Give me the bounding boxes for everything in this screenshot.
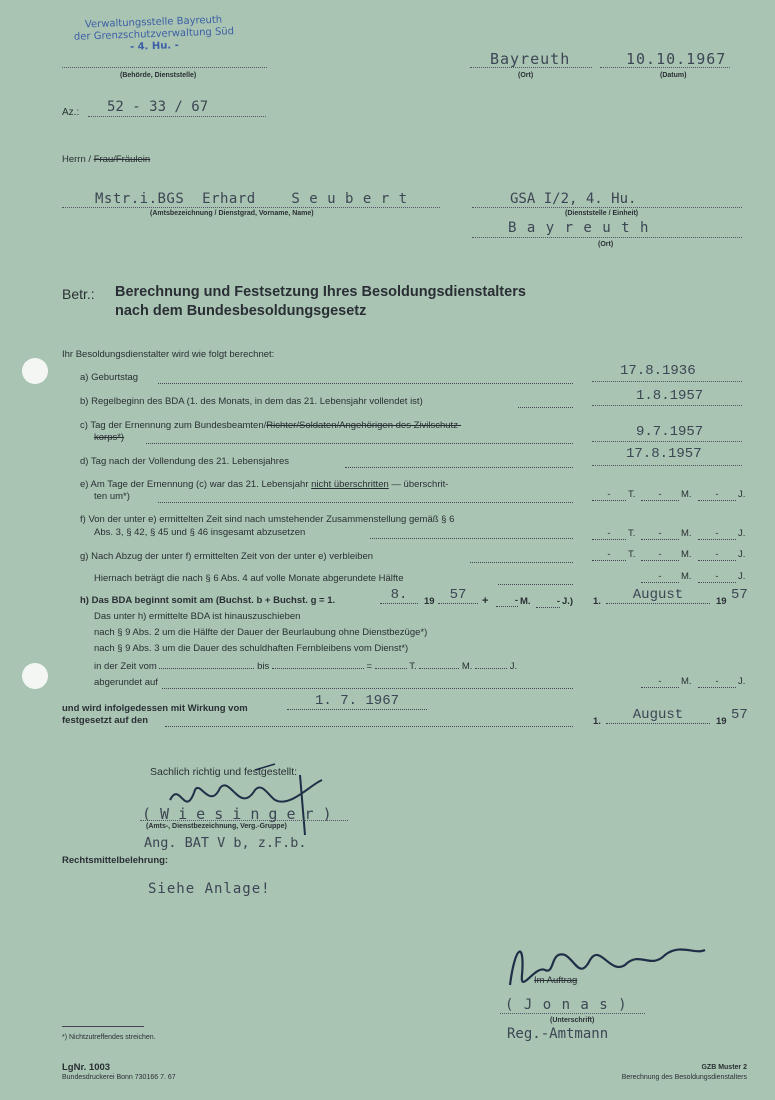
unit-j: J. xyxy=(738,676,746,687)
final-effective-date: 1. 7. 1967 xyxy=(287,693,427,710)
signature-jonas xyxy=(490,935,720,1005)
unit-j: J. xyxy=(738,528,746,539)
punch-hole-top xyxy=(22,358,48,384)
unit-m: M. xyxy=(681,571,692,582)
az-value: 52 - 33 / 67 xyxy=(107,99,209,115)
recipient-name-caption: (Amtsbezeichnung / Dienstgrad, Vorname, Name) xyxy=(150,210,314,217)
item-g-label: g) Nach Abzug der unter f) ermittelten Zeit von der unter e) verbleiben xyxy=(80,551,374,562)
unit-t: T. xyxy=(628,549,636,560)
final-line1: und wird infolgedessen mit Wirkung vom xyxy=(62,703,248,714)
dash-value: - xyxy=(592,549,626,561)
dash-value: - xyxy=(641,549,679,561)
subject-line2: nach dem Bundesbesoldungsgesetz xyxy=(115,303,367,319)
footnote: *) Nichtzutreffendes streichen. xyxy=(62,1034,156,1041)
unit-t: T. xyxy=(628,528,636,539)
signer-title: Reg.-Amtmann xyxy=(507,1026,609,1042)
unit-j: J. xyxy=(738,549,746,560)
signer-struck: Im Auftrag xyxy=(534,975,578,986)
certify-name: ( W i e s i n g e r ) xyxy=(142,805,332,823)
signer-name: ( J o n a s ) xyxy=(505,997,628,1013)
recipient-location-caption: (Ort) xyxy=(598,241,614,248)
az-label: Az.: xyxy=(62,107,80,118)
recipient-location: B a y r e u t h xyxy=(508,220,650,236)
dash-value: - xyxy=(698,571,736,583)
dash-value: - xyxy=(641,676,679,688)
form-model: GZB Muster 2 xyxy=(701,1064,747,1071)
dash-value: - xyxy=(592,528,626,540)
dash-value: - xyxy=(641,528,679,540)
unit-m: M. xyxy=(681,528,692,539)
certify-caption: (Amts-, Dienstbezeichnung, Verg.-Gruppe) xyxy=(146,823,287,830)
unit-m: M. xyxy=(681,676,692,687)
item-h-result-year: 57 xyxy=(731,587,748,603)
subject-label: Betr.: xyxy=(62,286,95,302)
dash-value: - xyxy=(698,549,736,561)
printer-info: Bundesdruckerei Bonn 730166 7. 67 xyxy=(62,1074,176,1081)
dash-value: - xyxy=(641,571,679,583)
certify-title: Ang. BAT V b, z.F.b. xyxy=(144,835,307,851)
unit-m: M. xyxy=(681,489,692,500)
item-d-label: d) Tag nach der Vollendung des 21. Lebensjahres xyxy=(80,456,289,467)
dash-value: - xyxy=(641,489,679,501)
item-c-value: 9.7.1957 xyxy=(636,424,704,440)
form-model-desc: Berechnung des Besoldungsdienstalters xyxy=(621,1074,747,1081)
unit-m: M. xyxy=(681,549,692,560)
place-caption: (Ort) xyxy=(518,72,534,79)
salutation: Herrn / Frau/Fräulein xyxy=(62,154,151,165)
dash-value: - xyxy=(698,676,736,688)
item-h-month: August xyxy=(606,587,710,604)
subject-line1: Berechnung und Festsetzung Ihres Besoldungsdienstalters xyxy=(115,284,526,300)
intro-text: Ihr Besoldungsdienstalter wird wie folgt berechnet: xyxy=(62,349,275,360)
authority-stamp: Verwaltungsstelle Bayreuth der Grenzschutzverwaltung Süd - 4. Hu. - xyxy=(73,14,235,53)
item-a-value: 17.8.1936 xyxy=(620,363,696,379)
item-h-label: h) Das BDA beginnt somit am (Buchst. b + Buchst. g = 1. xyxy=(80,595,336,606)
item-h-period: in der Zeit vom bis = T. M. J. xyxy=(94,661,518,672)
final-year: 57 xyxy=(731,707,748,723)
item-b-label: b) Regelbeginn des BDA (1. des Monats, in dem das 21. Lebensjahr vollendet ist) xyxy=(80,396,423,407)
date-caption: (Datum) xyxy=(660,72,687,79)
dash-value: - xyxy=(592,489,626,501)
punch-hole-bottom xyxy=(22,663,48,689)
item-d-value: 17.8.1957 xyxy=(626,446,702,462)
form-number: LgNr. 1003 xyxy=(62,1062,111,1073)
item-h-year: 57 xyxy=(438,587,478,604)
unit-j: J. xyxy=(738,571,746,582)
item-g2-label: Hiernach beträgt die nach § 6 Abs. 4 auf volle Monate abgerundete Hälfte xyxy=(94,573,404,584)
item-h-day: 8. xyxy=(380,587,418,604)
final-line2: festgesetzt auf den xyxy=(62,715,149,726)
item-f-label: f) Von der unter e) ermittelten Zeit sind nach umstehender Zusammenstellung gemäß § 6 xyxy=(80,514,455,525)
item-c-label: c) Tag der Ernennung zum Bundesbeamten/Richter/Soldaten/Angehörigen des Zivilschutz- xyxy=(80,420,462,431)
dash-value: - xyxy=(698,489,736,501)
recipient-name: Mstr.i.BGS Erhard S e u b e r t xyxy=(95,191,408,207)
recipient-unit: GSA I/2, 4. Hu. xyxy=(510,191,637,207)
item-a-label: a) Geburtstag xyxy=(80,372,139,383)
certify-text: Sachlich richtig und festgestellt: xyxy=(150,766,298,778)
recipient-unit-caption: (Dienststelle / Einheit) xyxy=(565,210,639,217)
place: Bayreuth xyxy=(490,50,571,68)
unit-j: J. xyxy=(738,489,746,500)
legal-label: Rechtsmittelbelehrung: xyxy=(62,855,169,866)
date: 10.10.1967 xyxy=(626,50,727,68)
final-month: August xyxy=(606,707,710,724)
legal-text: Siehe Anlage! xyxy=(148,881,271,897)
authority-caption: (Behörde, Dienststelle) xyxy=(120,72,197,79)
unit-t: T. xyxy=(628,489,636,500)
item-b-value: 1.8.1957 xyxy=(636,388,704,404)
item-e-label: e) Am Tage der Ernennung (c) war das 21. Lebensjahr nicht überschritten — überschrit- xyxy=(80,479,449,490)
signer-caption: (Unterschrift) xyxy=(550,1017,595,1024)
dash-value: - xyxy=(698,528,736,540)
